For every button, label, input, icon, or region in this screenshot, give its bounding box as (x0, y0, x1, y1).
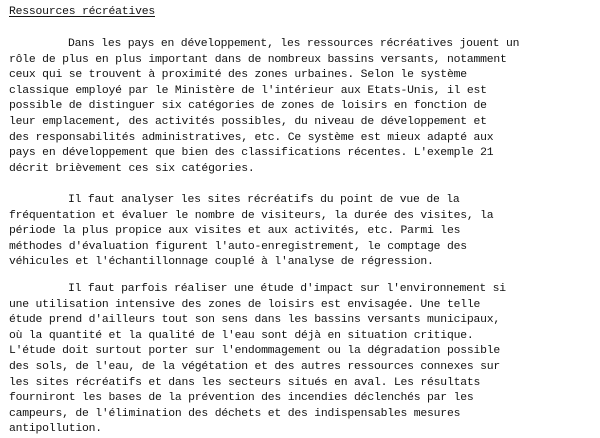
paragraph-2 (9, 193, 593, 271)
paragraph-line: décrit brièvement ces six catégories. (9, 162, 255, 175)
paragraph-line: méthodes d'évaluation figurent l'auto-enregistrement, le comptage des (9, 240, 467, 253)
paragraph-line: où la quantité et la qualité de l'eau sont déjà en situation critique. (9, 329, 474, 342)
paragraph-line: fourniront les bases de la prévention des incendies déclenchés par les (9, 392, 474, 405)
paragraph-line: Il faut parfois réaliser une étude d'impact sur l'environnement si (68, 283, 506, 295)
paragraph-line: campeurs, de l'élimination des déchets et des indispensables mesures (9, 407, 461, 420)
paragraph-line: fréquentation et évaluer le nombre de visiteurs, la durée des visites, la (9, 209, 494, 222)
paragraph-line: une utilisation intensive des zones de loisirs est envisagée. Une telle (9, 298, 481, 311)
paragraph-1 (9, 37, 593, 177)
section-heading: Ressources récréatives (9, 6, 155, 18)
paragraph-line: antipollution. (9, 423, 102, 436)
paragraph-line: des sols, de l'eau, de la végétation et des autres ressources connexes sur (9, 360, 501, 373)
paragraph-line: classique employé par le Ministère de l'intérieur aux Etats-Unis, il est (9, 84, 487, 97)
paragraph-line: L'étude doit surtout porter sur l'endommagement ou la dégradation possible (9, 345, 501, 358)
paragraph-line: pays en développement que bien des classifications récentes. L'exemple 21 (9, 147, 494, 160)
paragraph-line: leur emplacement, des activités possibles, du niveau de développement et (9, 115, 487, 128)
paragraph-line: période la plus propice aux visites et aux activités, etc. Parmi les (9, 225, 461, 238)
paragraph-line: ceux qui se trouvent à proximité des zones urbaines. Selon le système (9, 69, 467, 82)
paragraph-3 (9, 282, 593, 438)
paragraph-line: Dans les pays en développement, les ressources récréatives jouent un (68, 38, 520, 50)
paragraph-line: les sites récréatifs et dans les secteurs situés en aval. Les résultats (9, 376, 481, 389)
paragraph-line: Il faut analyser les sites récréatifs du point de vue de la (68, 194, 460, 206)
paragraph-line: rôle de plus en plus important dans de nombreux bassins versants, notamment (9, 53, 507, 66)
paragraph-line: des responsabilités administratives, etc. Ce système est mieux adapté aux (9, 131, 494, 144)
paragraph-line: véhicules et l'échantillonnage couplé à l'analyse de régression. (9, 256, 434, 269)
paragraph-line: étude prend d'ailleurs tout son sens dans les bassins versants municipaux, (9, 314, 501, 327)
paragraph-line: possible de distinguer six catégories de zones de loisirs en fonction de (9, 100, 487, 113)
